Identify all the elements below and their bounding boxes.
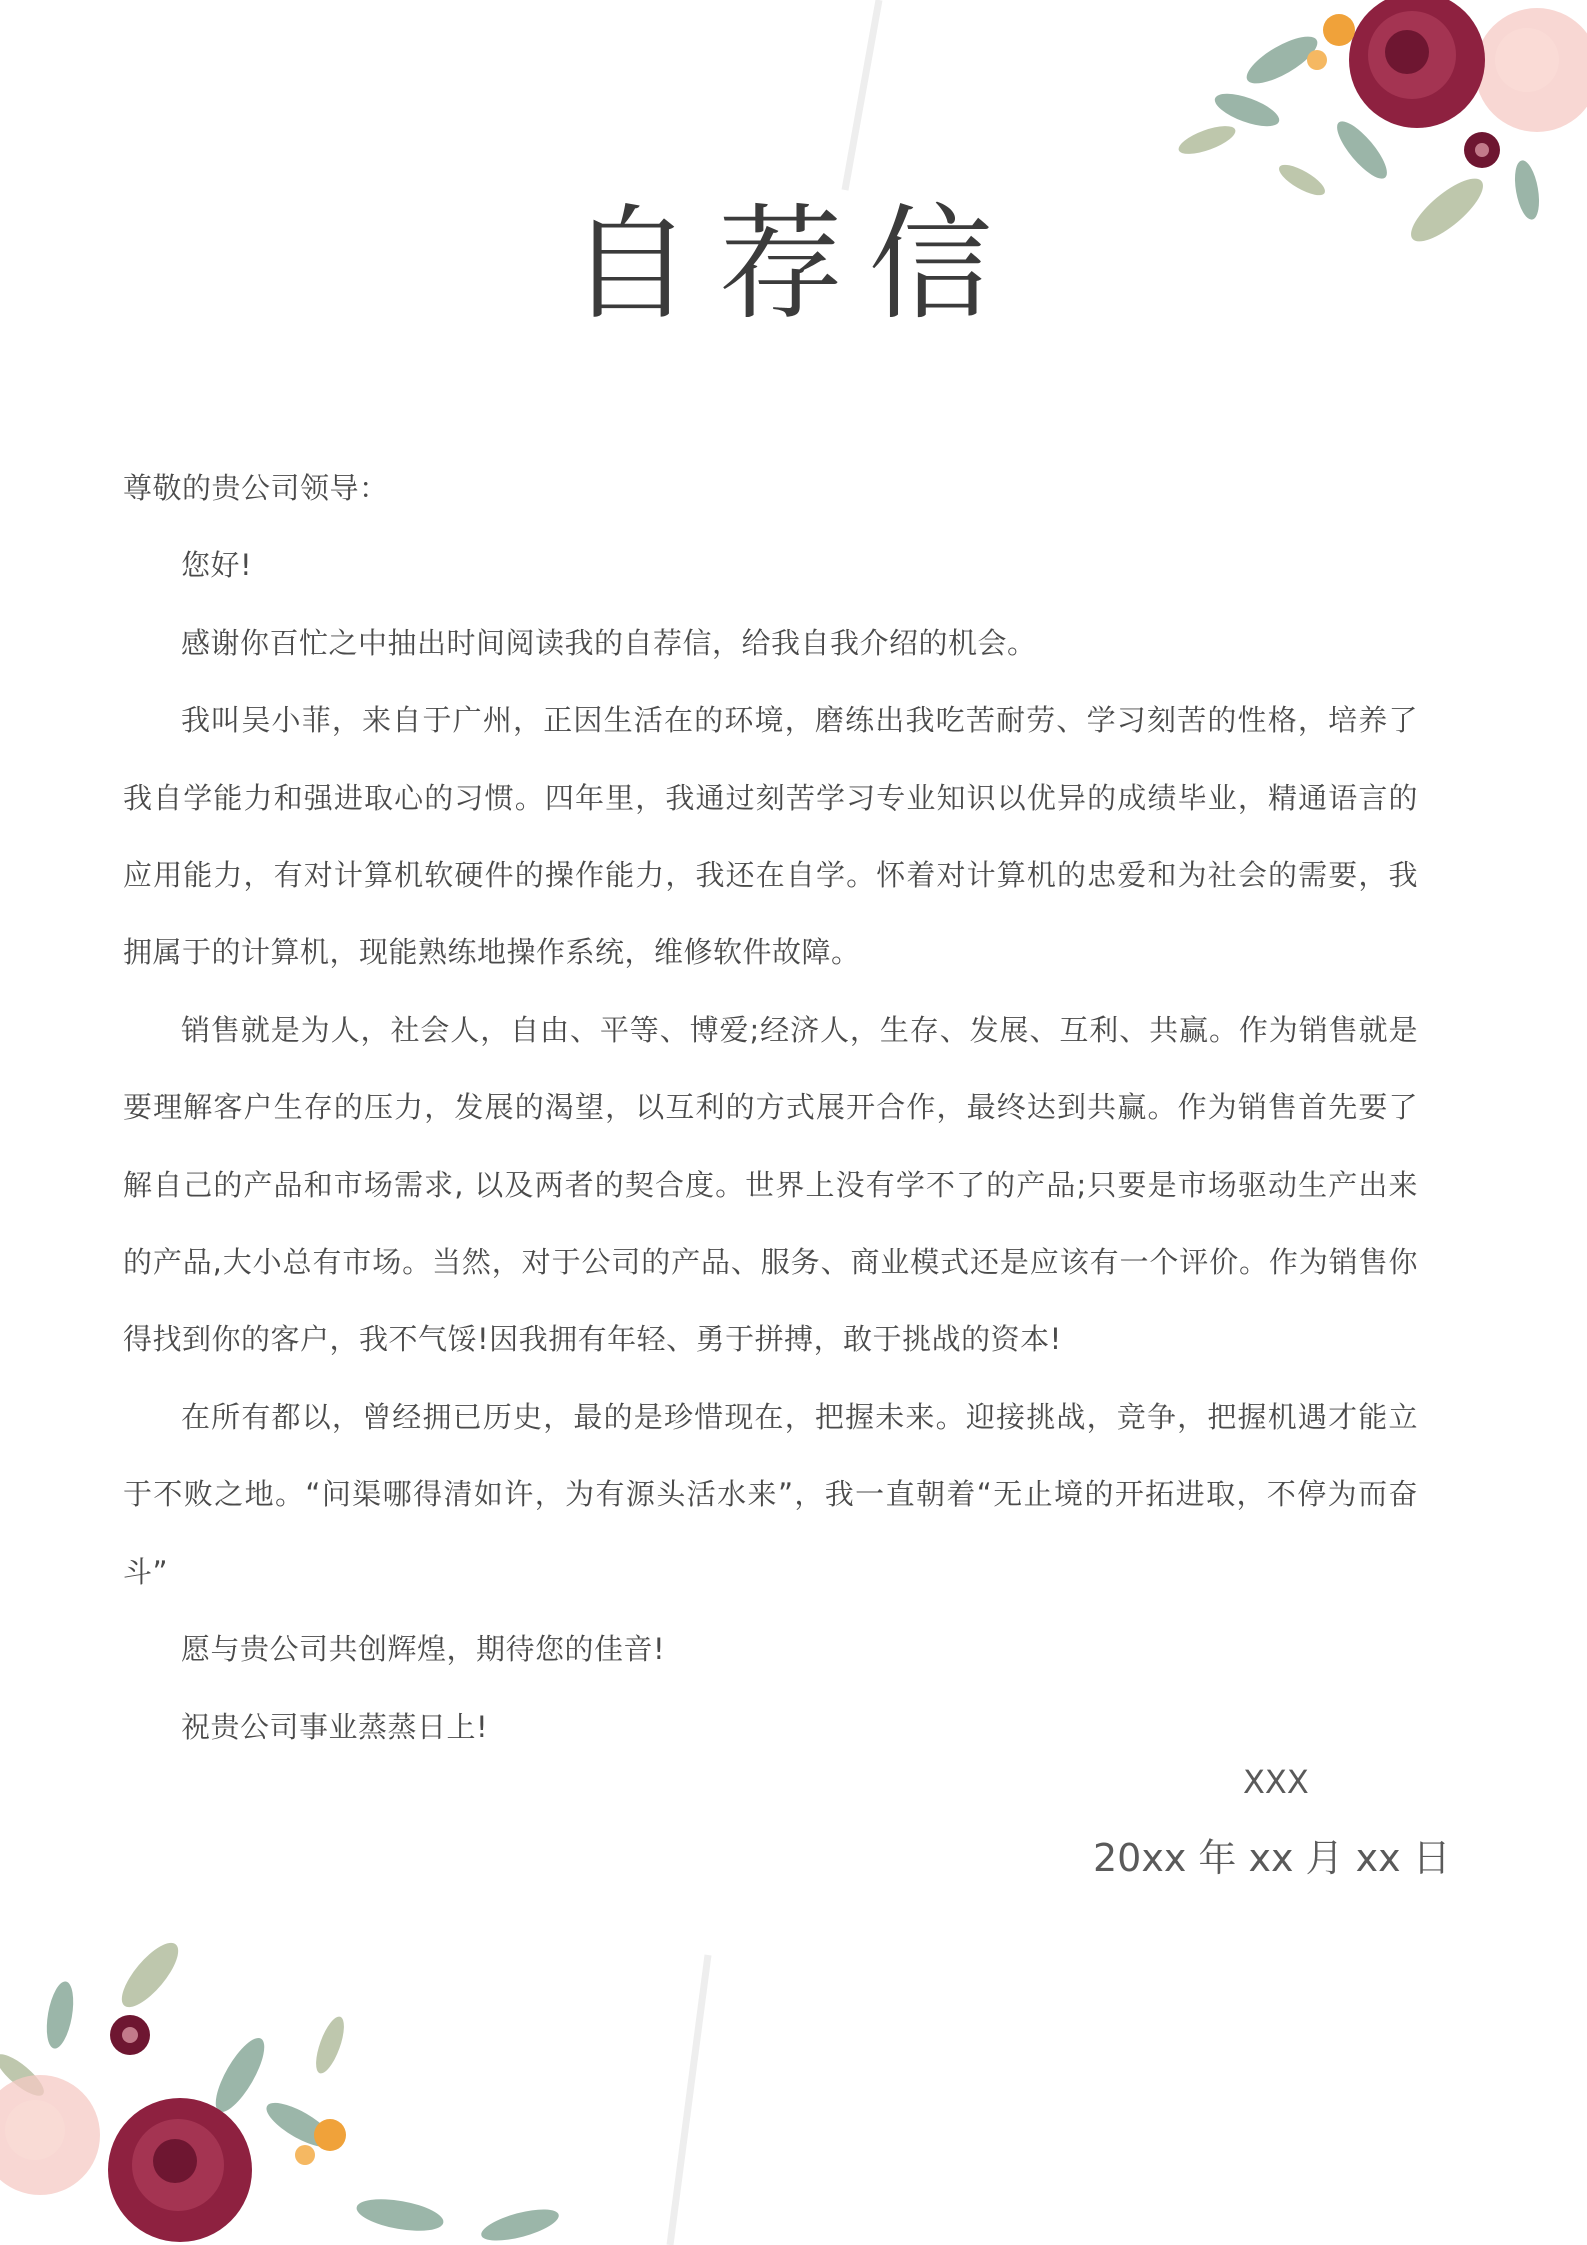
signature-date: 20xx 年 xx 月 xx 日 [1093, 1836, 1451, 1880]
paragraph-introduction: 我叫吴小菲，来自于广州，正因生活在的环境，磨练出我吃苦耐劳、学习刻苦的性格，培养了我自学能力和强进取心的习惯。四年里，我通过刻苦学习专业知识以优异的成绩毕业，精通语言的应用能力，有对计算机软硬件的操作能力，我还在自学。怀着对计算机的忠爱和为社会的需要，我拥属于的计算机，现能熟练地操作系统，维修软件故障。 [123, 703, 1418, 970]
greeting: 您好! [181, 548, 253, 583]
paragraph-thanks: 感谢你百忙之中抽出时间阅读我的自荐信，给我自我介绍的机会。 [181, 625, 1037, 660]
paragraph-blessing: 祝贵公司事业蒸蒸日上! [181, 1709, 489, 1744]
letter-title: 自荐信 [568, 193, 1019, 337]
salutation: 尊敬的贵公司领导： [123, 471, 389, 505]
paragraph-wish: 愿与贵公司共创辉煌，期待您的佳音! [181, 1632, 666, 1667]
letter-body [123, 450, 1418, 1766]
signature-name: XXX [1243, 1763, 1309, 1801]
paragraph-future: 在所有都以，曾经拥已历史，最的是珍惜现在，把握未来。迎接挑战，竞争，把握机遇才能立于不败之地。“问渠哪得清如许，为有源头活水来”，我一直朝着“无止境的开拓进取，不停为而奋斗” [123, 1399, 1418, 1589]
floral-decoration-bottom [0, 1925, 760, 2245]
paragraph-sales: 销售就是为人，社会人，自由、平等、博爱;经济人，生存、发展、互利、共赢。作为销售就是要理解客户生存的压力，发展的渴望，以互利的方式展开合作，最终达到共赢。作为销售首先要了解自己的产品和市场需求, 以及两者的契合度。世界上没有学不了的产品;只要是市场驱动生产出来的产品,大小总有市场。当然，对于公司的产品、服务、商业模式还是应该有一个评价。作为销售你得找到你的客户，我不气馁!因我拥有年轻、勇于拼搏，敢于挑战的资本! [123, 1012, 1418, 1357]
